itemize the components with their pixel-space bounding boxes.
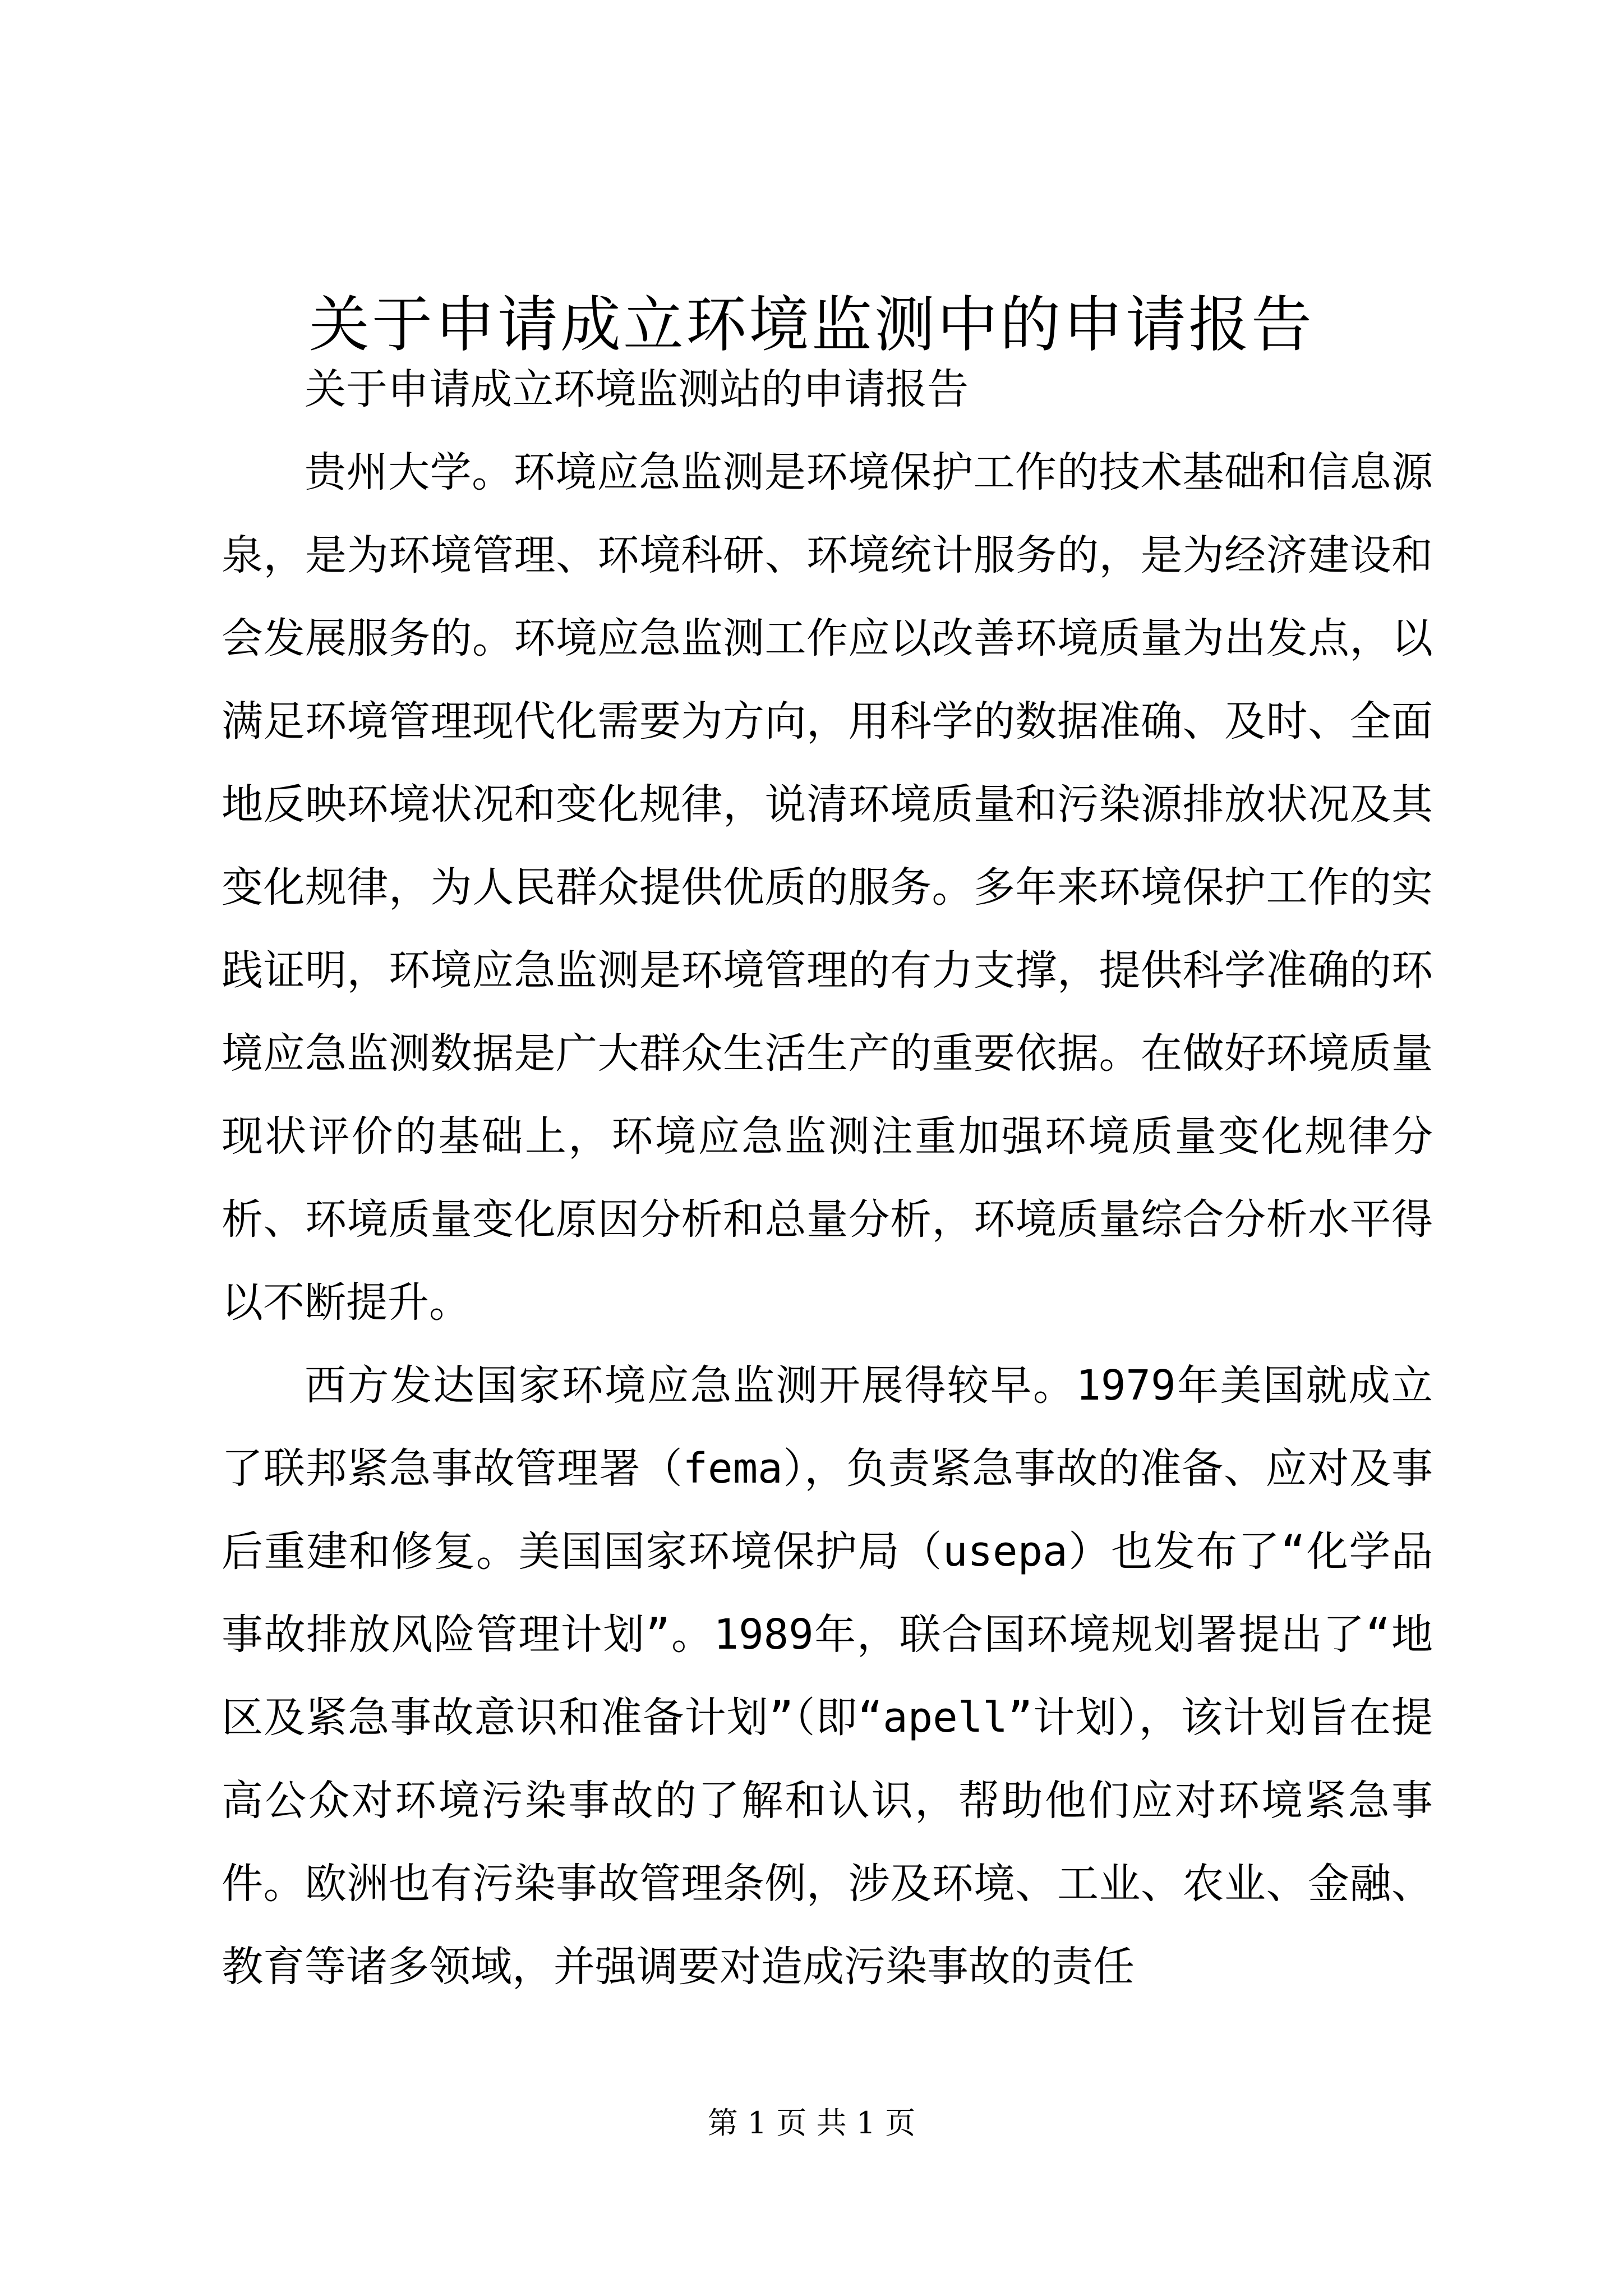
paragraph-international-background: 西方发达国家环境应急监测开展得较早。1979年美国就成立了联邦紧急事故管理署（fema），负责紧急事故的准备、应对及事后重建和修复。美国国家环境保护局（usepa）也发布了“化学品事故排放风险管理计划”。1989年，联合国环境规划署提出了“地区及紧急事故意识和准备计划”（即“apell”计划），该计划旨在提高公众对环境污染事故的了解和认识，帮助他们应对环境紧急事件。欧洲也有污染事故管理条例，涉及环境、工业、农业、金融、教育等诸多领域，并强调要对造成污染事故的责任 <box>222 1361 1433 1991</box>
page-number-footer: 第 1 页 共 1 页 <box>707 2105 916 2141</box>
paragraph-subtitle: 关于申请成立环境监测站的申请报告 <box>305 365 969 413</box>
document-title: 关于申请成立环境监测中的申请报告 <box>308 290 1314 360</box>
document-body <box>222 348 1433 2008</box>
paragraph-introduction: 贵州大学。环境应急监测是环境保护工作的技术基础和信息源泉，是为环境管理、环境科研、环境统计服务的，是为经济建设和会发展服务的。环境应急监测工作应以改善环境质量为出发点，以满足环境管理现代化需要为方向，用科学的数据准确、及时、全面地反映环境状况和变化规律，说清环境质量和污染源排放状况及其变化规律，为人民群众提供优质的服务。多年来环境保护工作的实践证明，环境应急监测是环境管理的有力支撑，提供科学准确的环境应急监测数据是广大群众生活生产的重要依据。在做好环境质量现状评价的基础上，环境应急监测注重加强环境质量变化规律分析、环境质量变化原因分析和总量分析，环境质量综合分析水平得以不断提升。 <box>222 448 1433 1327</box>
